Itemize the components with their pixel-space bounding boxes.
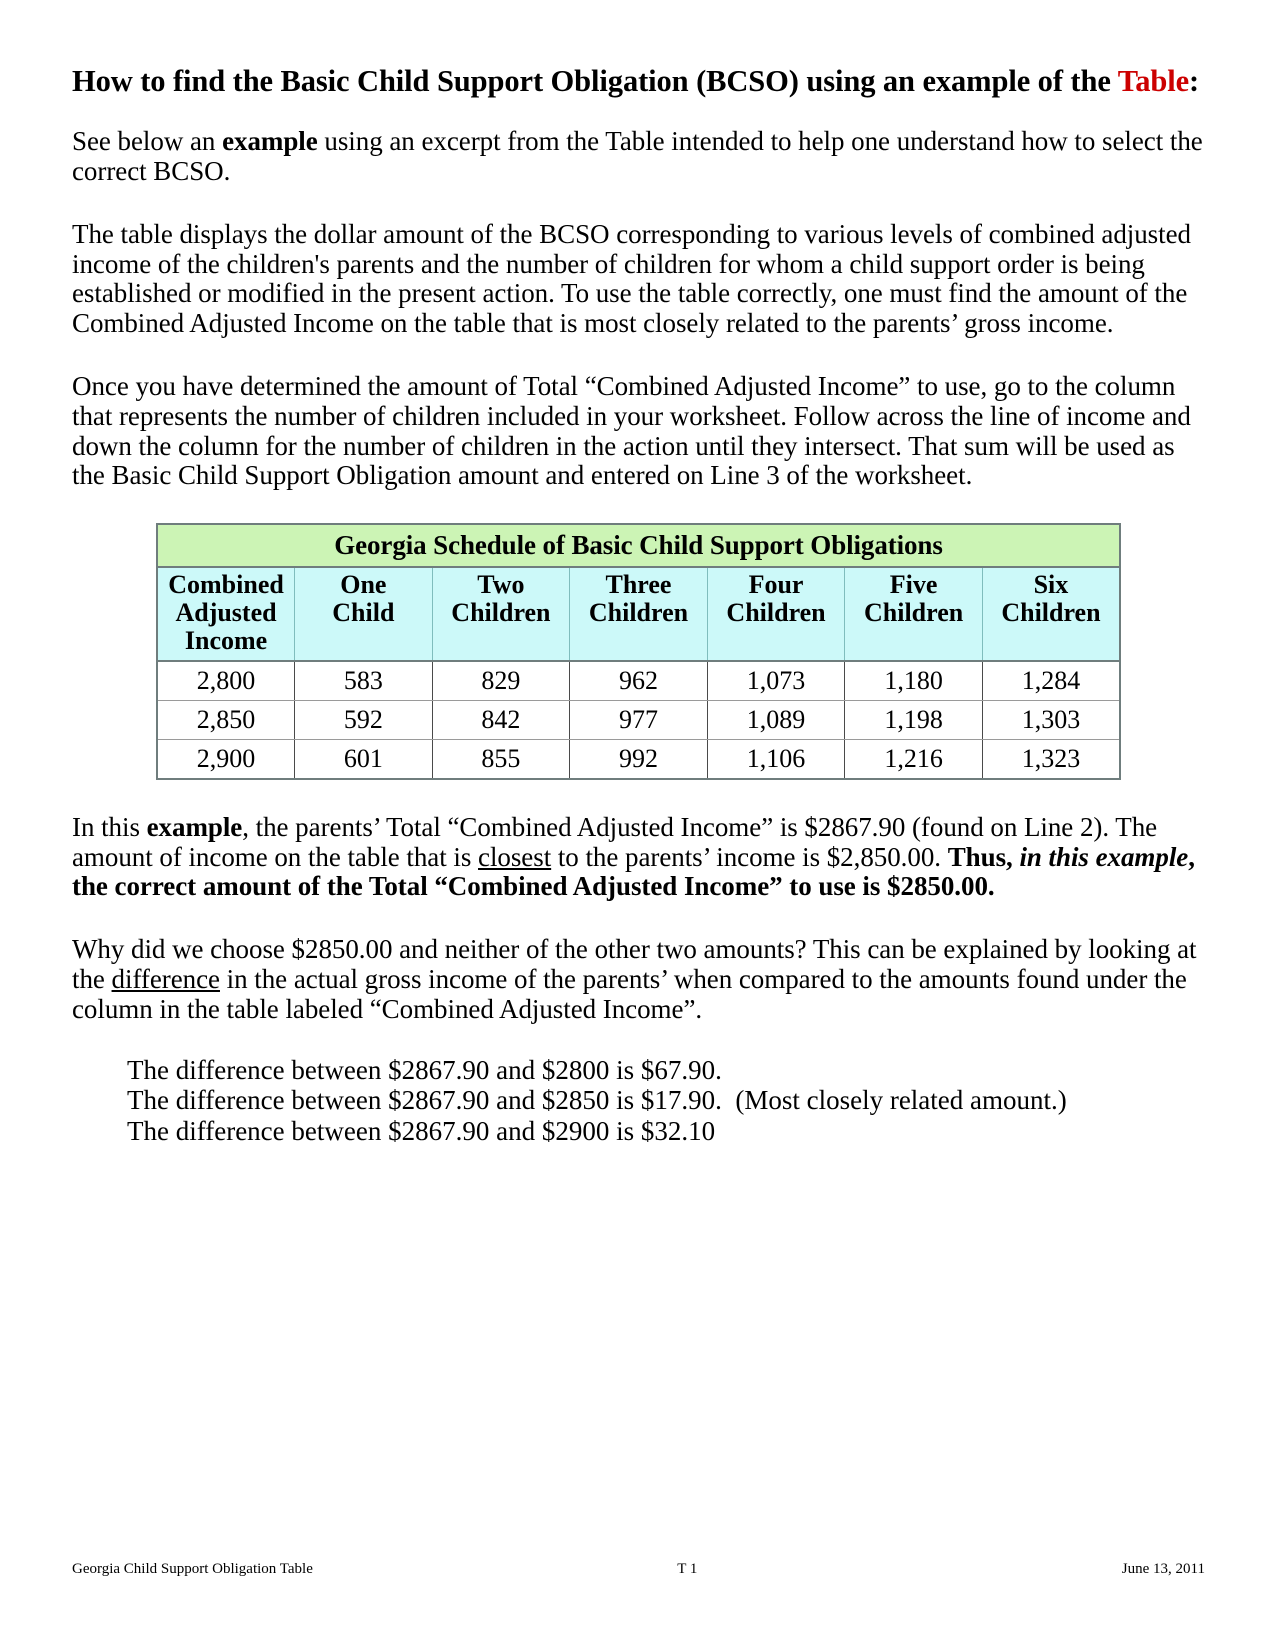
list-item: The difference between $2867.90 and $2900 is $32.10 (127, 1115, 716, 1146)
cell-three-children: 992 (570, 739, 708, 779)
paragraph-intro-emphasis: example (222, 126, 318, 157)
cell-five-children: 1,198 (845, 700, 983, 739)
cell-five-children: 1,180 (845, 661, 983, 701)
col-header-line: Children (588, 598, 689, 628)
col-header-spacer (847, 627, 980, 655)
cell-five-children: 1,216 (845, 739, 983, 779)
paragraph-table-description: The table displays the dollar amount of the BCSO corresponding to various levels of combined adjusted income of the children's parents and the number of children for whom a child support order is being established or modified in the present action. To use the table correctly, one must find the amount of the Combined Adjusted Income on the table that is most closely related to the parents’ gross income. (72, 218, 1191, 339)
paragraph-intro-a: See below an (72, 126, 223, 157)
cell-six-children: 1,303 (982, 700, 1120, 739)
table-title-cell: Georgia Schedule of Basic Child Support Obligations (157, 524, 1120, 567)
cell-income: 2,900 (157, 739, 295, 779)
page-title-colon: : (1189, 64, 1200, 98)
example-text-c: , the parents’ Total “Combined Adjusted Income” is $2867.90 (found on Line 2). The amount of income on the table that is (72, 811, 1158, 872)
col-header-six-children (982, 567, 1120, 660)
why-underline-difference: difference (111, 964, 220, 995)
cell-two-children: 842 (432, 700, 570, 739)
example-underline-closest: closest (478, 841, 552, 872)
cell-two-children: 829 (432, 661, 570, 701)
page-title-accent: Table (1117, 64, 1190, 98)
example-conclusion-b: , the correct amount of the Total “Combined Adjusted Income” to use is $2850.00. (72, 841, 1195, 902)
bcso-schedule-table (156, 523, 1121, 779)
col-header-spacer (435, 627, 568, 655)
list-item: The difference between $2867.90 and $2800 is $67.90. (127, 1054, 722, 1085)
cell-income: 2,850 (157, 700, 295, 739)
cell-one-child: 583 (295, 661, 433, 701)
footer-left: Georgia Child Support Obligation Table (72, 1561, 313, 1577)
col-header-line: Two (477, 570, 525, 600)
example-conclusion-a: Thus, (947, 841, 1020, 872)
col-header-three-children (570, 567, 708, 660)
col-header-spacer (710, 627, 843, 655)
cell-six-children: 1,323 (982, 739, 1120, 779)
why-text-c: in the actual gross income of the parents’ when compared to the amounts found under the column in the table labeled “Combined Adjusted Income”. (72, 964, 1187, 1024)
table-header-row (157, 567, 1120, 660)
table-row (157, 661, 1120, 701)
example-text-a: In this (72, 811, 147, 842)
col-header-spacer (297, 627, 430, 655)
paragraph-intro (72, 127, 1205, 187)
footer-date: June 13, 2011 (1121, 1561, 1205, 1577)
cell-three-children: 962 (570, 661, 708, 701)
col-header-line: Children (863, 598, 964, 628)
paragraph-why-chosen (72, 935, 1205, 1024)
col-header-combined-adjusted-income (157, 567, 295, 660)
cell-income: 2,800 (157, 661, 295, 701)
why-text-a: Why did we choose $2850.00 and neither of the other two amounts? This can be explained by looking at the (72, 934, 1197, 995)
example-conclusion-italic: in this example (1019, 841, 1189, 872)
example-text-e: to the parents’ income is $2,850.00. (551, 841, 948, 872)
col-header-one-child (295, 567, 433, 660)
col-header-line: Six (1033, 570, 1069, 600)
col-header-spacer (985, 627, 1117, 655)
col-header-two-children (432, 567, 570, 660)
col-header-line: Child (332, 598, 395, 628)
footer-page-number: T 1 (677, 1561, 698, 1577)
col-header-five-children (845, 567, 983, 660)
col-header-line: Three (605, 570, 672, 600)
col-header-line: Children (1001, 598, 1101, 628)
cell-four-children: 1,073 (707, 661, 845, 701)
cell-one-child: 592 (295, 700, 433, 739)
col-header-line: Combined (168, 570, 284, 600)
col-header-line: Children (726, 598, 826, 628)
col-header-line: Four (748, 570, 804, 600)
cell-four-children: 1,089 (707, 700, 845, 739)
col-header-line: Income (184, 625, 268, 655)
page-title-text: How to find the Basic Child Support Obligation (BCSO) using an example of the (72, 64, 1118, 98)
col-header-line: Five (889, 570, 938, 600)
col-header-line: Adjusted (175, 598, 277, 628)
cell-four-children: 1,106 (707, 739, 845, 779)
difference-list (72, 1055, 1205, 1147)
col-header-line: Children (451, 598, 551, 628)
cell-one-child: 601 (295, 739, 433, 779)
page-footer (72, 1561, 1205, 1578)
example-emphasis: example (146, 811, 243, 842)
paragraph-how-to-use: Once you have determined the amount of Total “Combined Adjusted Income” to use, go to the column that represents the number of children included in your worksheet. Follow across the line of income and down the column for the number of children in the action until they intersect. That sum will be used as the Basic Child Support Obligation amount and entered on Line 3 of the worksheet. (72, 371, 1191, 491)
list-item: The difference between $2867.90 and $2850 is $17.90. (Most closely related amount.) (127, 1085, 1067, 1116)
cell-six-children: 1,284 (982, 661, 1120, 701)
paragraph-example-explanation (72, 813, 1205, 902)
cell-three-children: 977 (570, 700, 708, 739)
paragraph-intro-c: using an excerpt from the Table intended to help one understand how to select the correct BCSO. (72, 126, 1203, 186)
col-header-spacer (572, 627, 705, 655)
table-row (157, 700, 1120, 739)
bcso-table-container (72, 523, 1205, 779)
cell-two-children: 855 (432, 739, 570, 779)
table-title-row (157, 524, 1120, 567)
table-row (157, 739, 1120, 779)
col-header-line: One (340, 570, 387, 600)
col-header-four-children (707, 567, 845, 660)
page-title (72, 62, 1205, 101)
